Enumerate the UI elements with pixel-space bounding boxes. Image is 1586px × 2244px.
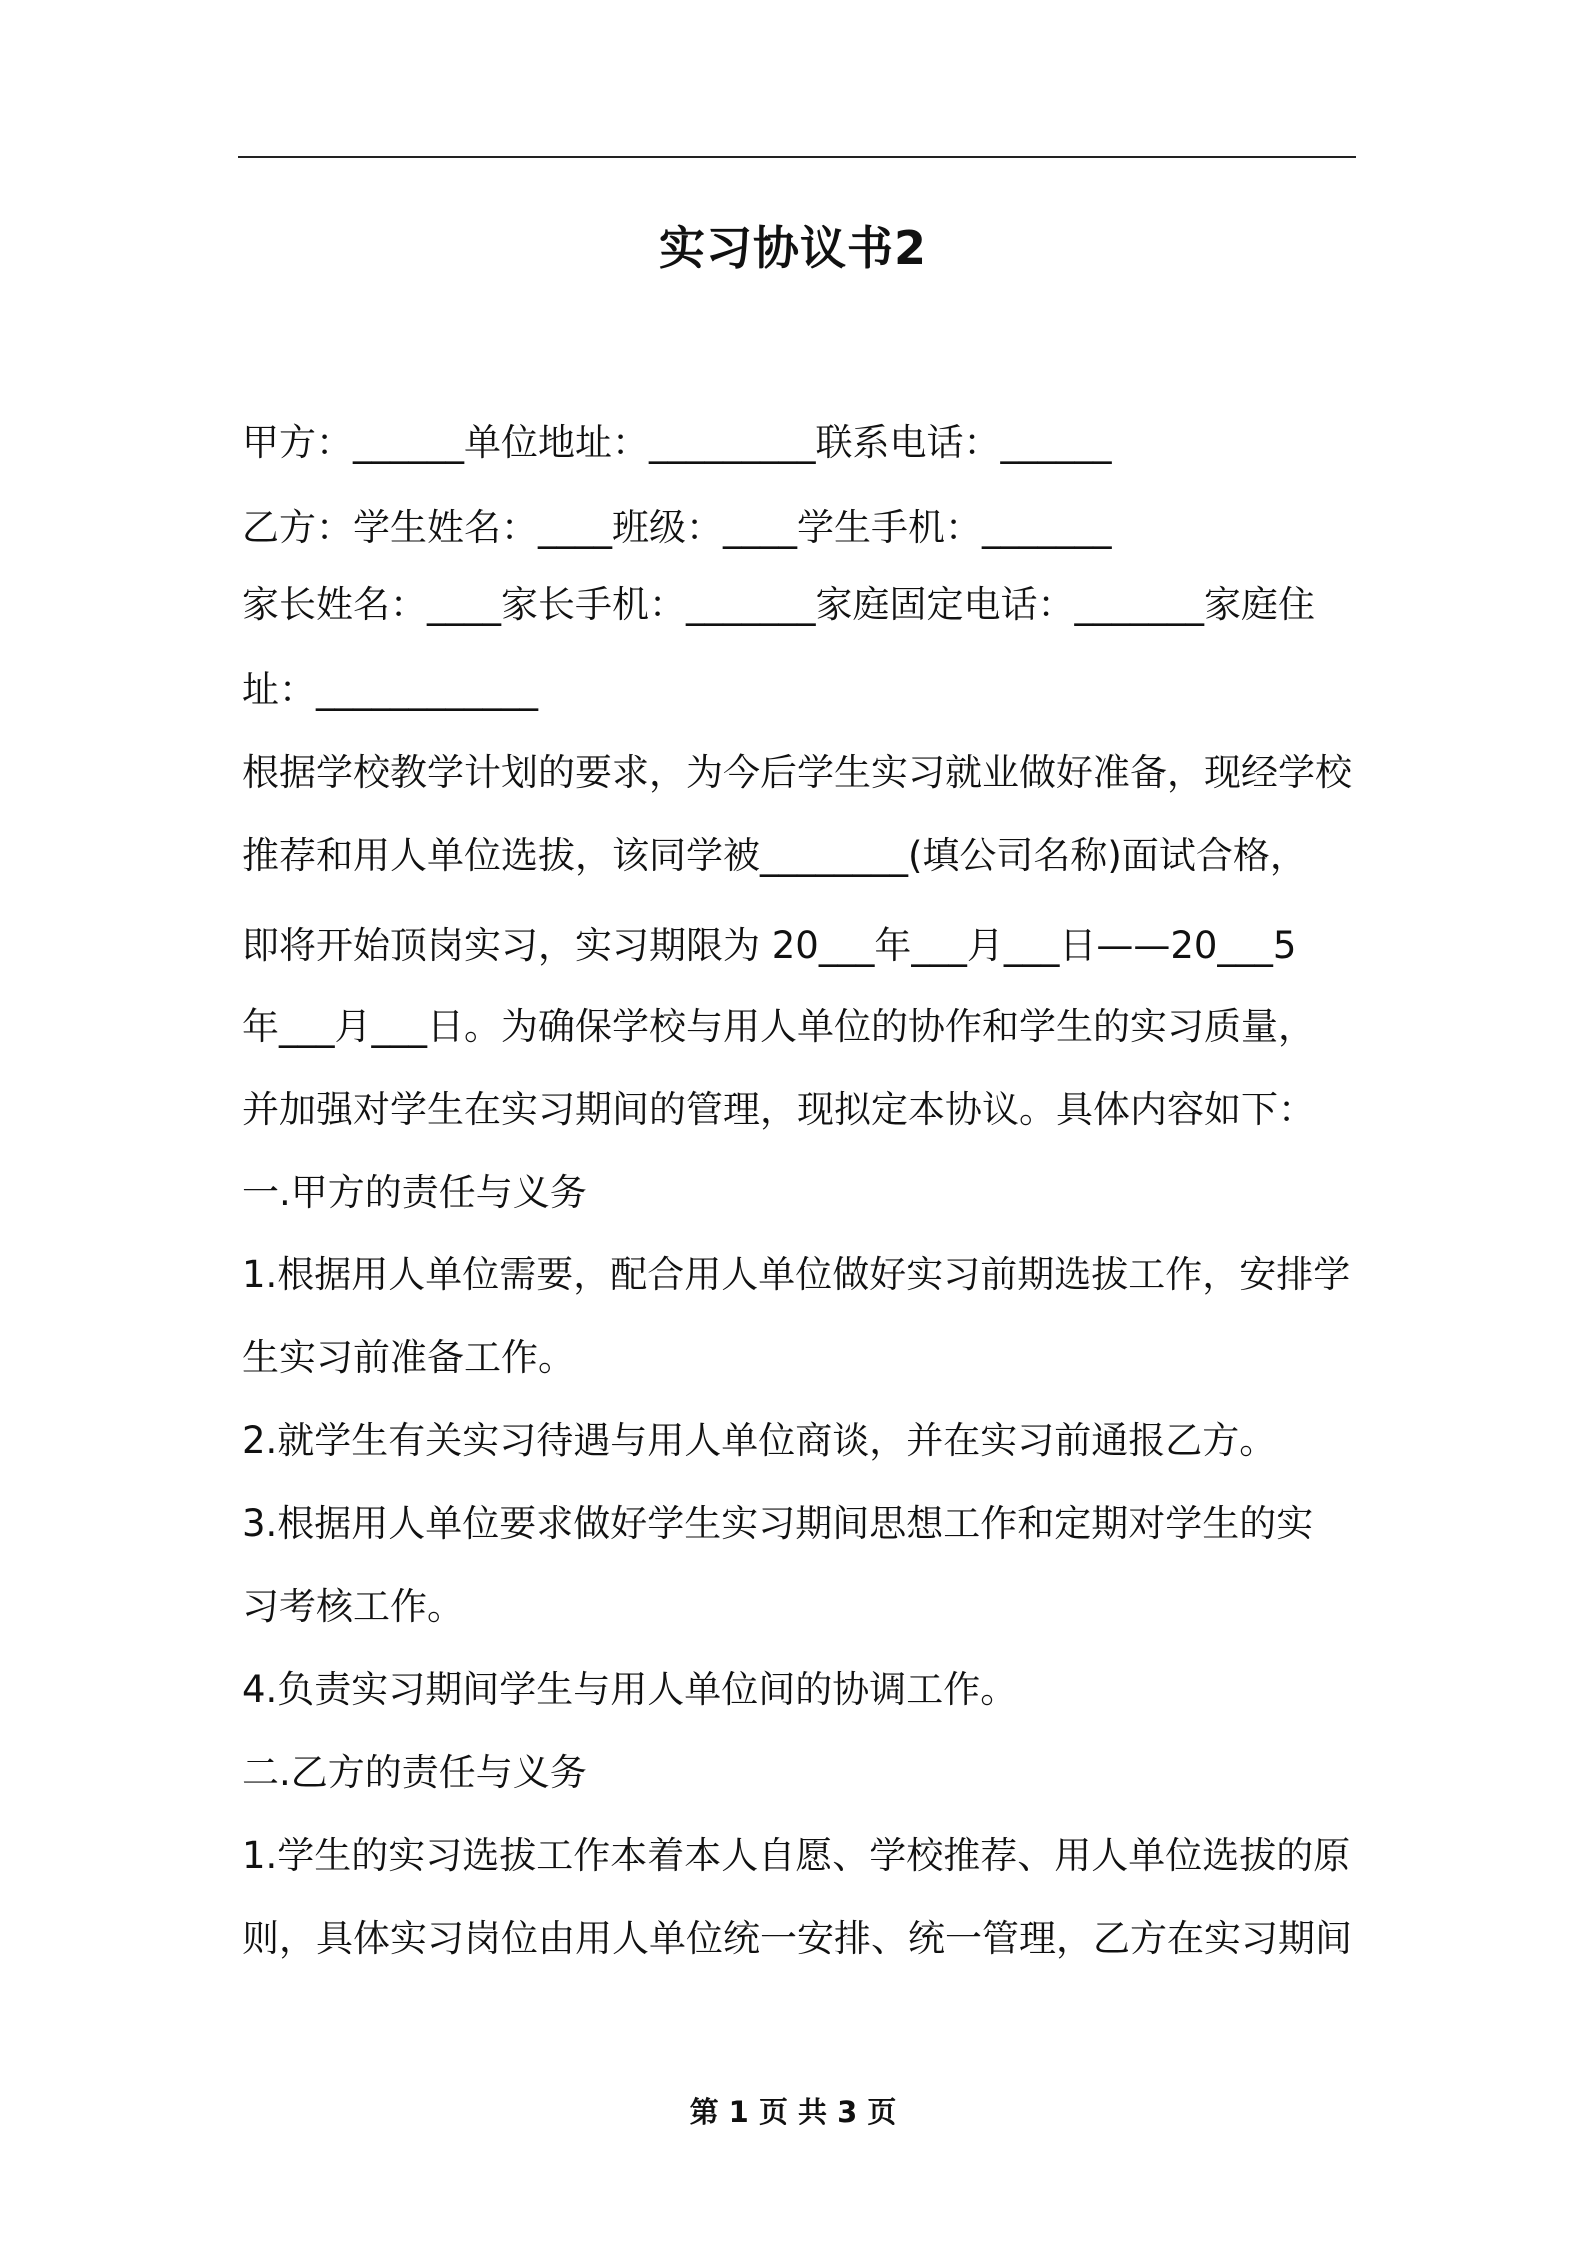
body-text-line: 推荐和用人单位选拔，该同学被________(填公司名称)面试合格， — [242, 834, 1307, 877]
list-item: 1.根据用人单位需要，配合用人单位做好实习前期选拔工作，安排学 — [242, 1253, 1351, 1296]
body-text-line: 并加强对学生在实习期间的管理，现拟定本协议。具体内容如下： — [242, 1088, 1315, 1131]
parent-address-line: 址：____________ — [242, 668, 538, 711]
list-item: 习考核工作。 — [242, 1585, 464, 1628]
list-item: 则，具体实习岗位由用人单位统一安排、统一管理，乙方在实习期间 — [242, 1917, 1352, 1960]
body-text-line: 即将开始顶岗实习，实习期限为 20___年___月___日——20___5 — [242, 924, 1297, 967]
parent-info-line: 家长姓名：____家长手机：_______家庭固定电话：_______家庭住 — [242, 583, 1315, 626]
section-heading: 二.乙方的责任与义务 — [242, 1751, 587, 1794]
list-item: 1.学生的实习选拔工作本着本人自愿、学校推荐、用人单位选拔的原 — [242, 1834, 1351, 1877]
body-text-line: 年___月___日。为确保学校与用人单位的协作和学生的实习质量， — [242, 1005, 1315, 1048]
header-rule — [238, 156, 1356, 158]
document-title: 实习协议书2 — [658, 221, 927, 275]
party-a-line: 甲方：______单位地址：_________联系电话：______ — [242, 421, 1112, 464]
list-item: 2.就学生有关实习待遇与用人单位商谈，并在实习前通报乙方。 — [242, 1419, 1277, 1462]
list-item: 3.根据用人单位要求做好学生实习期间思想工作和定期对学生的实 — [242, 1502, 1314, 1545]
list-item: 4.负责实习期间学生与用人单位间的协调工作。 — [242, 1668, 1018, 1711]
body-text-line: 根据学校教学计划的要求，为今后学生实习就业做好准备，现经学校 — [242, 751, 1352, 794]
party-b-line: 乙方：学生姓名：____班级：____学生手机：_______ — [242, 506, 1112, 549]
list-item: 生实习前准备工作。 — [242, 1336, 575, 1379]
section-heading: 一.甲方的责任与义务 — [242, 1171, 587, 1214]
page-number-footer: 第 1 页 共 3 页 — [689, 2095, 897, 2129]
